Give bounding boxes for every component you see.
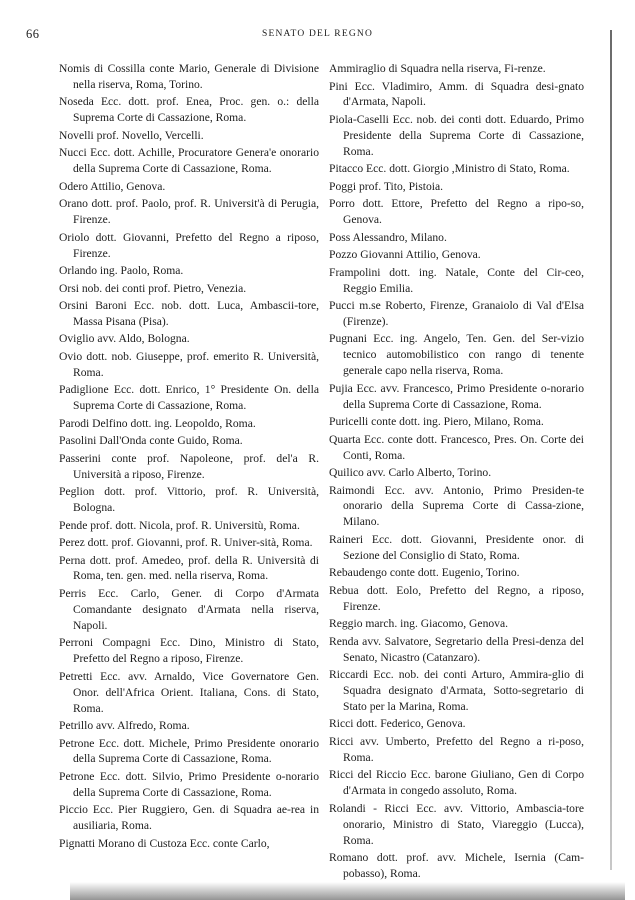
senator-entry: Peglion dott. prof. Vittorio, prof. R. Università, Bologna. (59, 485, 319, 515)
page-edge-rule (610, 30, 612, 870)
scan-bottom-shadow (70, 882, 625, 900)
senator-entry: Ovio dott. nob. Giuseppe, prof. emerito R. Università, Roma. (59, 349, 319, 379)
senator-entry: Porro dott. Ettore, Prefetto del Regno a ripo-so, Genova. (329, 197, 584, 227)
senator-entry: Frampolini dott. ing. Natale, Conte del Cir-ceo, Reggio Emilia. (329, 265, 584, 295)
senator-entry: Riccardi Ecc. nob. dei conti Arturo, Ammira-glio di Squadra designato d'Armata, Sotto-segretario di Stato per la Marina, Roma. (329, 668, 584, 713)
senator-entry: Rolandi - Ricci Ecc. avv. Vittorio, Ambascia-tore onorario, Ministro di Stato, Viareggio (Lucca), Roma. (329, 801, 584, 847)
senator-entry: Oviglio avv. Aldo, Bologna. (59, 332, 190, 346)
senator-entry: Orsini Baroni Ecc. nob. dott. Luca, Ambascii-tore, Massa Pisana (Pisa). (59, 299, 319, 328)
senator-entry: Poggi prof. Tito, Pistoia. (329, 179, 444, 193)
page-number: 66 (26, 27, 40, 41)
senator-entry: Perez dott. prof. Giovanni, prof. R. Univer-sità, Roma. (59, 536, 313, 550)
senator-entry: Rebua dott. Eolo, Prefetto del Regno, a riposo, Firenze. (329, 583, 584, 613)
senator-entry: Perna dott. prof. Amedeo, prof. della R. Università di Roma, ten. gen. med. nella riserva, Roma. (59, 553, 319, 583)
senator-entry: Novelli prof. Novello, Vercelli. (59, 128, 204, 142)
senator-entry: Pasolini Dall'Onda conte Guido, Roma. (59, 434, 243, 448)
senator-entry: Orlando ing. Paolo, Roma. (59, 264, 184, 278)
senator-entry: Raimondi Ecc. avv. Antonio, Primo Presiden-te onorario della Suprema Corte di Cassa-zione, Milano. (329, 483, 584, 529)
right-column (329, 61, 584, 883)
senator-entry: Perris Ecc. Carlo, Gener. di Corpo d'Armata Comandante designato d'Armata nella riserva, Napoli. (59, 586, 319, 632)
senator-entry: Nomis di Cossilla conte Mario, Generale di Divisione nella riserva, Roma, Torino. (59, 62, 319, 91)
senator-entry: Pugnani Ecc. ing. Angelo, Ten. Gen. del Ser-vizio tecnico automobilistico con rango di tenente generale capo nella riserva, Roma. (329, 332, 584, 378)
senator-entry: Renda avv. Salvatore, Segretario della Presi-denza del Senato, Nicastro (Catanzaro). (329, 634, 584, 664)
senator-entry: Petretti Ecc. avv. Arnaldo, Vice Governatore Gen. Onor. dell'Africa Orient. Italiana, Cons. di Stato, Roma. (59, 669, 319, 715)
senator-entry: Raineri Ecc. dott. Giovanni, Presidente onor. di Sezione del Consiglio di Stato, Roma. (329, 532, 584, 562)
senator-entry: Passerini conte prof. Napoleone, prof. del'a R. Università a riposo, Firenze. (59, 451, 319, 481)
senator-entry: Puricelli conte dott. ing. Piero, Milano, Roma. (329, 415, 544, 429)
senator-entry: Petrillo avv. Alfredo, Roma. (59, 719, 190, 732)
senator-entry: Nucci Ecc. dott. Achille, Procuratore Genera'e onorario della Suprema Corte di Cassazione, Roma. (59, 146, 319, 176)
senator-entry: Piccio Ecc. Pier Ruggiero, Gen. di Squadra ae-rea in ausiliaria, Roma. (59, 803, 319, 833)
senator-entry: Parodi Delfino dott. ing. Leopoldo, Roma. (59, 416, 256, 430)
senator-entry: Pende prof. dott. Nicola, prof. R. Universitù, Roma. (59, 518, 300, 532)
senator-entry: Pozzo Giovanni Attilio, Genova. (329, 248, 481, 262)
senator-entry: Rebaudengo conte dott. Eugenio, Torino. (329, 566, 520, 580)
senator-entry: Piola-Caselli Ecc. nob. dei conti dott. Eduardo, Primo Presidente della Suprema Corte di Cassazione, Roma. (329, 112, 584, 158)
senator-entry: Orsi nob. dei conti prof. Pietro, Venezia. (59, 281, 247, 295)
senator-entry: Reggio march. ing. Giacomo, Genova. (329, 617, 509, 631)
senator-entry: Ricci avv. Umberto, Prefetto del Regno a ri-poso, Roma. (329, 734, 584, 764)
senator-entry: Noseda Ecc. dott. prof. Enea, Proc. gen. o.: della Suprema Corte di Cassazione, Roma. (59, 95, 319, 125)
senator-entry: Ammiraglio di Squadra nella riserva, Fi-renze. (329, 62, 546, 75)
senator-entry: Odero Attilio, Genova. (59, 179, 166, 193)
senator-entry: Pitacco Ecc. dott. Giorgio ,Ministro di Stato, Roma. (329, 162, 570, 176)
senator-entry: Perroni Compagni Ecc. Dino, Ministro di Stato, Prefetto del Regno a riposo, Firenze. (59, 636, 319, 666)
senator-entry: Padiglione Ecc. dott. Enrico, 1° Presidente On. della Suprema Corte di Cassazione, Roma. (59, 383, 319, 413)
senator-entry: Quilico avv. Carlo Alberto, Torino. (329, 466, 492, 480)
senator-entry: Quarta Ecc. conte dott. Francesco, Pres. On. Corte dei Conti, Roma. (329, 432, 584, 462)
senator-entry: Oriolo dott. Giovanni, Prefetto del Regno a riposo, Firenze. (59, 230, 319, 260)
senator-entry: Orano dott. prof. Paolo, prof. R. Universit'à di Perugia, Firenze. (59, 197, 319, 227)
running-header-title: SENATO DEL REGNO (261, 29, 374, 39)
senator-entry: Petrone Ecc. dott. Michele, Primo Presidente onorario della Suprema Corte di Cassazione, Roma. (59, 736, 319, 766)
left-column (59, 61, 319, 853)
senator-entry: Poss Alessandro, Milano. (329, 230, 447, 244)
senator-entry: Ricci dott. Federico, Genova. (329, 717, 466, 731)
senator-entry: Romano dott. prof. avv. Michele, Isernia (Cam-pobasso), Roma. (329, 851, 584, 880)
senator-entry: Pignatti Morano di Custoza Ecc. conte Carlo, (59, 836, 270, 850)
senator-entry: Pini Ecc. Vladimiro, Amm. di Squadra desi-gnato d'Armata, Napoli. (329, 79, 584, 109)
senator-entry: Pujia Ecc. avv. Francesco, Primo Presidente o-norario della Suprema Corte di Cassazione, Roma. (329, 381, 584, 411)
senator-entry: Petrone Ecc. dott. Silvio, Primo Presidente o-norario della Suprema Corte di Cassazione, Roma. (59, 769, 319, 799)
senator-entry: Pucci m.se Roberto, Firenze, Granaiolo di Val d'Elsa (Firenze). (329, 299, 584, 328)
senator-entry: Ricci del Riccio Ecc. barone Giuliano, Gen di Corpo d'Armata in congedo assoluto, Roma. (329, 768, 584, 798)
